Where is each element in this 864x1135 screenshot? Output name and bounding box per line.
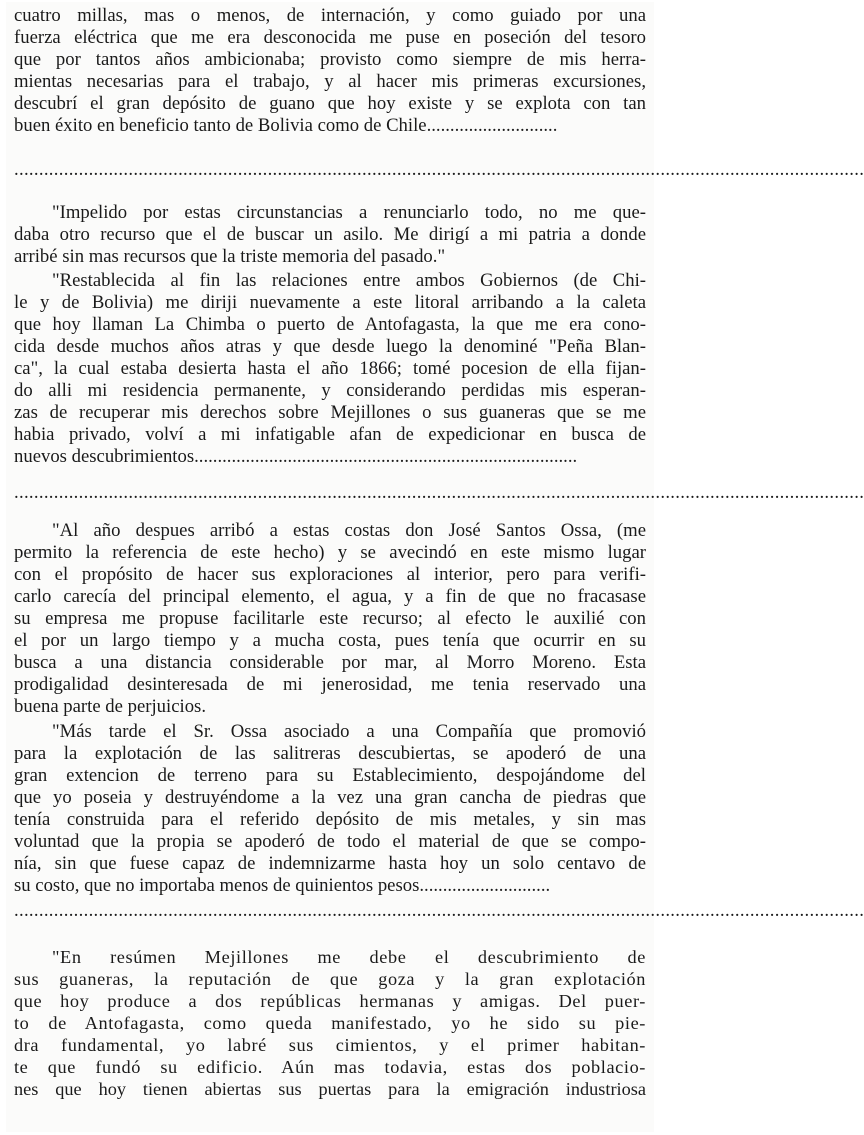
text-line: "Restablecida al fin las relaciones entre ambos Gobiernos (de Chi- — [52, 270, 646, 291]
text-line: que yo poseia y destruyéndome a la vez una gran cancha de piedras que — [14, 787, 646, 808]
text-line: que hoy llaman La Chimba o puerto de Antofagasta, la que me era cono- — [14, 314, 646, 335]
text-line: arribé sin mas recursos que la triste memoria del pasado." — [14, 246, 446, 267]
text-line: nuevos descubrimientos.................................................................................. — [14, 446, 578, 467]
text-line: ca", la cual estaba desierta hasta el año 1866; tomé pocesion de ella fijan- — [14, 358, 646, 379]
text-line: que por tantos años ambicionaba; provisto como siempre de mis herra- — [14, 49, 646, 70]
text-line: busca a una distancia considerable por mar, al Morro Moreno. Esta — [14, 652, 646, 673]
text-line: descubrí el gran depósito de guano que hoy existe y se explota con tan — [14, 93, 646, 114]
text-line: permito la referencia de este hecho) y se avecindó en este mismo lugar — [14, 542, 646, 563]
text-line: gran extencion de terreno para su Establecimiento, despojándome del — [14, 765, 646, 786]
text-line: tenía construida para el referido depósito de mis metales, y sin mas — [14, 809, 646, 830]
text-line: daba otro recurso que el de buscar un asilo. Me dirigí a mi patria a donde — [14, 224, 646, 245]
text-line: le y de Bolivia) me diriji nuevamente a este litoral arribando a la caleta — [14, 292, 646, 313]
paragraph-2 — [14, 202, 646, 268]
text-line: prodigalidad desinteresada de mi jenerosidad, me tenia reservado una — [14, 674, 646, 695]
text-line: te que fundó su edificio. Aún mas todavia, estas dos poblacio- — [14, 1057, 646, 1077]
text-line: nes que hoy tienen abiertas sus puertas para la emigración industriosa — [14, 1079, 646, 1099]
text-line: voluntad que la propia se apoderó de todo el material de que se compo- — [14, 831, 646, 852]
text-line: zas de recuperar mis derechos sobre Mejillones o sus guaneras que se me — [14, 402, 646, 423]
text-line: do alli mi residencia permanente, y considerando perdidas mis esperan- — [14, 380, 646, 401]
paragraph-6 — [14, 946, 646, 1100]
paragraph-5 — [14, 721, 646, 897]
text-line: fuerza eléctrica que me era desconocida me puse en poseción del tesoro — [14, 27, 646, 48]
text-line: habia privado, volví a mi infatigable afan de expedicionar en busca de — [14, 424, 646, 445]
dotted-separator: ........................................................................................................................................................................... — [14, 482, 864, 503]
dotted-separator: ........................................................................................................................................................................... — [14, 159, 864, 180]
text-line: sus guaneras, la reputación de que goza y la gran explotación — [14, 969, 646, 989]
text-line: para la explotación de las salitreras descubiertas, se apoderó de una — [14, 743, 646, 764]
text-line: su empresa me propuse facilitarle este recurso; al efecto le auxilié con — [14, 608, 646, 629]
text-line: el por un largo tiempo y a mucha costa, pues tenía que ocurrir en su — [14, 630, 646, 651]
text-line: con el propósito de hacer sus exploraciones al interior, pero para verifi- — [14, 564, 646, 585]
text-line: to de Antofagasta, como queda manifestado, yo he sido su pie- — [14, 1013, 646, 1033]
text-line: que hoy produce a dos repúblicas hermanas y amigas. Del puer- — [14, 991, 646, 1011]
text-line: mientas necesarias para el trabajo, y al hacer mis primeras excursiones, — [14, 71, 646, 92]
text-line: "Al año despues arribó a estas costas don José Santos Ossa, (me — [52, 520, 646, 541]
paragraph-1 — [14, 5, 646, 137]
text-line: dra fundamental, yo labré sus cimientos, y el primer habitan- — [14, 1035, 646, 1055]
document-page — [6, 2, 864, 1132]
text-line: cida desde muchos años atras y que desde luego la denominé "Peña Blan- — [14, 336, 646, 357]
text-line: buena parte de perjuicios. — [14, 696, 206, 717]
text-line: "Impelido por estas circunstancias a renunciarlo todo, no me que- — [52, 202, 646, 223]
text-line: "En resúmen Mejillones me debe el descubrimiento de — [52, 947, 646, 967]
text-line: carlo carecía del principal elemento, el agua, y a fin de que no fracasase — [14, 586, 646, 607]
text-line: "Más tarde el Sr. Ossa asociado a una Compañía que promovió — [52, 721, 646, 742]
paragraph-3 — [14, 270, 646, 468]
text-line: buen éxito en beneficio tanto de Bolivia como de Chile............................ — [14, 115, 558, 136]
text-line: cuatro millas, mas o menos, de internación, y como guiado por una — [14, 5, 646, 26]
paragraph-4 — [14, 520, 646, 718]
dotted-separator: ........................................................................................................................................................................... — [14, 900, 864, 921]
text-line: nía, sin que fuese capaz de indemnizarme hasta hoy un solo centavo de — [14, 853, 646, 874]
text-line: su costo, que no importaba menos de quinientos pesos............................ — [14, 875, 551, 896]
